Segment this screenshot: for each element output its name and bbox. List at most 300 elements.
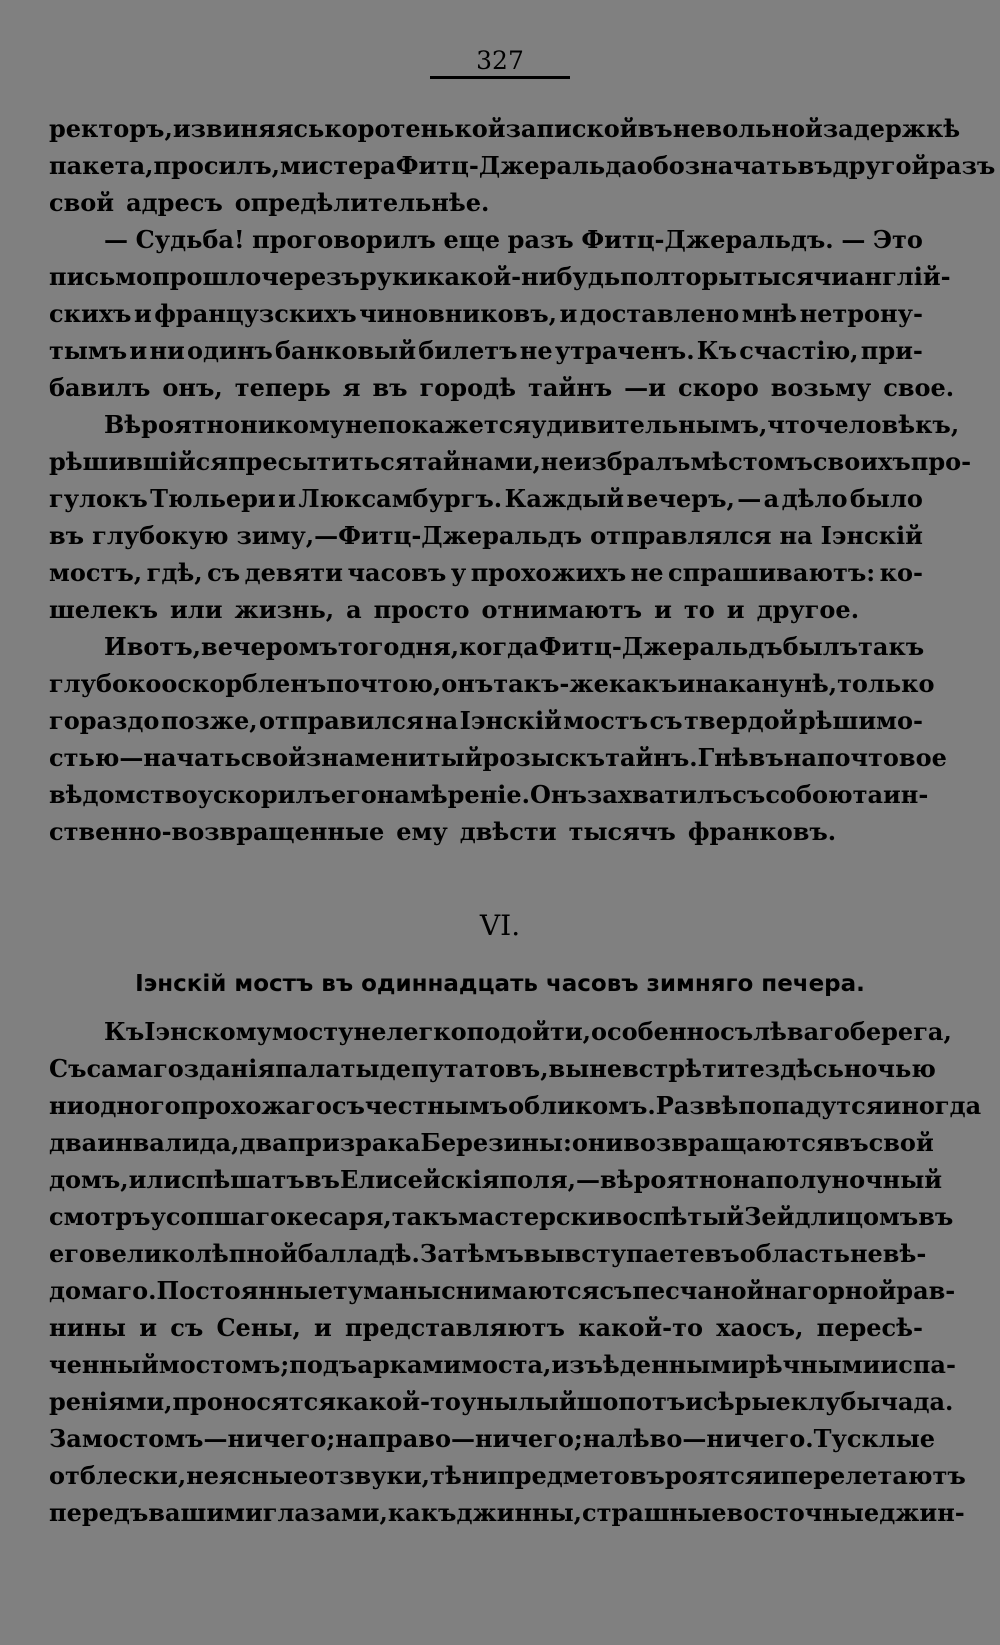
word: Іэнскій	[459, 706, 562, 735]
word: захватилъ	[586, 780, 733, 809]
word: только	[837, 669, 935, 698]
word: скоро	[677, 373, 759, 402]
word: песчаной	[632, 1276, 765, 1305]
word: въ	[797, 151, 833, 180]
word: гулокъ	[49, 484, 148, 513]
word: оскорбленъ	[161, 669, 327, 698]
word: великолѣпной	[94, 1239, 298, 1268]
text-line	[49, 1124, 934, 1161]
word: спрашиваютъ:	[668, 558, 876, 587]
text-line	[49, 480, 923, 517]
word: свое.	[883, 373, 955, 402]
word: никому	[240, 410, 346, 439]
word: другой	[832, 151, 930, 180]
word: попадутся	[738, 1091, 884, 1120]
word: моста,	[461, 1350, 552, 1379]
text-line	[49, 1272, 956, 1309]
word: одного	[84, 1091, 181, 1120]
word: счастію,	[739, 336, 859, 365]
word: пересѣ-	[816, 1313, 923, 1342]
word: испа-	[880, 1350, 956, 1379]
word: хаосъ,	[716, 1313, 804, 1342]
word: черезъ	[261, 262, 360, 291]
word: усопшаго	[150, 1202, 287, 1231]
word: тайнъ	[527, 373, 613, 402]
word: ственно-возвращенные	[49, 817, 385, 846]
word: отблески,	[49, 1461, 187, 1490]
word: билетъ	[418, 336, 518, 365]
word: наканунѣ,	[695, 669, 838, 698]
word: утраченъ.	[554, 336, 695, 365]
word: Елисейскія	[339, 1165, 500, 1194]
word: иногда	[883, 1091, 982, 1120]
word: Вѣроятно	[104, 410, 241, 439]
word: Къ	[104, 1017, 145, 1046]
word: дня,	[399, 632, 460, 661]
word: восточные	[726, 1498, 880, 1527]
word: онъ,	[162, 373, 223, 402]
word: бавилъ	[49, 373, 151, 402]
word: прохожаго	[180, 1091, 332, 1120]
page-number-text: 327	[430, 46, 570, 79]
word: самаго	[86, 1054, 184, 1083]
word: инвалида,	[97, 1128, 240, 1157]
word: а	[763, 484, 780, 513]
word: —вѣроятно	[576, 1165, 733, 1194]
word: мостомъ	[81, 1424, 204, 1453]
word: они	[571, 1128, 624, 1157]
text-line	[49, 1013, 952, 1050]
word: какъ	[608, 669, 678, 698]
word: его	[330, 780, 377, 809]
word: ничего;	[227, 1424, 336, 1453]
word: не	[353, 1017, 387, 1046]
word: французскихъ	[154, 299, 357, 328]
word: поля,	[499, 1165, 577, 1194]
word: мнѣ	[741, 299, 798, 328]
word: и	[726, 595, 745, 624]
word: Тусклые	[813, 1424, 936, 1453]
word: ему	[396, 817, 448, 846]
word: въ	[49, 521, 85, 550]
word: при-	[860, 336, 923, 365]
word: Каждый	[504, 484, 625, 513]
text-line	[49, 1420, 936, 1457]
text-line	[49, 406, 960, 443]
word: письмо	[49, 262, 153, 291]
word: джин-	[879, 1498, 965, 1527]
text-line	[49, 554, 923, 591]
word: клубы	[790, 1387, 881, 1416]
word: англій-	[848, 262, 951, 291]
word: такъ-же	[493, 669, 609, 698]
word: такъ	[858, 632, 925, 661]
word: неясные	[186, 1461, 309, 1490]
word: девяти	[244, 558, 343, 587]
word: невѣ-	[849, 1239, 927, 1268]
word: предметовъ	[497, 1461, 665, 1490]
word: глубоко	[49, 669, 162, 698]
word: мостъ,	[49, 558, 143, 587]
word: налѣво	[582, 1424, 683, 1453]
word: какой-то	[335, 1387, 461, 1416]
word: какой-то	[578, 1313, 703, 1342]
word: нины	[49, 1313, 126, 1342]
word: здѣсь	[764, 1054, 844, 1083]
word: Тюльери	[150, 484, 276, 513]
word: то	[683, 595, 715, 624]
word: реніями,	[49, 1387, 173, 1416]
word: изъѣденными	[551, 1350, 749, 1379]
word: или	[128, 1165, 182, 1194]
word: въ	[637, 114, 673, 143]
word: ничего;	[474, 1424, 583, 1453]
word: прохожихъ	[470, 558, 627, 587]
word: За	[49, 1424, 82, 1453]
word: —и	[624, 373, 666, 402]
word: въ	[833, 1128, 869, 1157]
word: вы	[548, 1054, 590, 1083]
word: собою	[765, 780, 853, 809]
word: и	[133, 299, 152, 328]
word: унылый	[460, 1387, 577, 1416]
word: съ	[732, 780, 766, 809]
word: И	[104, 632, 127, 661]
word: мостомъ;	[158, 1350, 290, 1379]
word: банковый	[275, 336, 417, 365]
word: Фитц-Джеральда	[395, 151, 637, 180]
word: еще	[443, 225, 500, 254]
word: зиму,—Фитц-Джеральдъ	[236, 521, 583, 550]
word: Іэнскій	[820, 521, 923, 550]
word: съ	[649, 706, 683, 735]
word: полторы	[620, 262, 743, 291]
word: невольной	[672, 114, 823, 143]
word: проносятся	[172, 1387, 336, 1416]
text-line	[49, 1050, 936, 1087]
word: теперь	[234, 373, 331, 402]
word: —	[841, 225, 866, 254]
word: на	[425, 706, 459, 735]
word: гдѣ,	[146, 558, 203, 587]
word: въ	[704, 1239, 740, 1268]
word: другое.	[756, 595, 860, 624]
word: вступаете	[564, 1239, 705, 1268]
word: Фитц-Джеральдъ	[538, 632, 783, 661]
word: арками	[357, 1350, 462, 1379]
word: и	[139, 1313, 158, 1342]
word: адресъ	[126, 188, 223, 217]
word: просилъ,	[153, 151, 280, 180]
word: тысячъ	[568, 817, 676, 846]
word: въ	[372, 373, 408, 402]
word: или	[170, 595, 223, 624]
word: а	[346, 595, 362, 624]
word: нетрону-	[799, 299, 923, 328]
word: какъ	[387, 1498, 457, 1527]
word: не	[540, 447, 574, 476]
word: Постоянные	[156, 1276, 333, 1305]
word: пакета,	[49, 151, 154, 180]
word: лѣваго	[753, 1017, 850, 1046]
word: былъ	[782, 632, 859, 661]
word: мостъ	[563, 706, 649, 735]
text-line	[49, 1383, 954, 1420]
word: прошло	[152, 262, 262, 291]
word: область	[739, 1239, 850, 1268]
word: про-	[910, 447, 972, 476]
word: не	[630, 558, 664, 587]
word: и	[762, 1461, 781, 1490]
word: чиновниковъ,	[359, 299, 557, 328]
word: Онъ	[530, 780, 587, 809]
word: обозначать	[636, 151, 798, 180]
word: розыскъ	[482, 743, 606, 772]
word: полуночный	[765, 1165, 943, 1194]
word: вечеръ,	[626, 484, 735, 513]
text-line	[49, 776, 929, 813]
text-line	[49, 739, 947, 776]
word: на	[783, 743, 817, 772]
word: вечеромъ	[201, 632, 338, 661]
page-number	[0, 46, 1000, 79]
word: тайнами,	[412, 447, 541, 476]
word: знаменитый	[305, 743, 483, 772]
word: страшные	[582, 1498, 727, 1527]
word: такъ	[391, 1202, 458, 1231]
word: одинъ	[187, 336, 273, 365]
text-line	[49, 702, 923, 739]
text-line	[49, 1494, 965, 1531]
text-line	[49, 1309, 923, 1346]
word: не	[589, 1054, 623, 1083]
word: гораздо	[49, 706, 160, 735]
word: воспѣтый	[605, 1202, 745, 1231]
text-line	[49, 147, 996, 184]
word: ночью	[843, 1054, 936, 1083]
word: стью—начать	[49, 743, 241, 772]
word: двѣсти	[459, 817, 557, 846]
word: легко	[386, 1017, 467, 1046]
word: онъ	[441, 669, 494, 698]
word: Березины:	[420, 1128, 572, 1157]
word: не	[345, 410, 378, 439]
word: —	[104, 225, 128, 254]
word: избралъ	[573, 447, 691, 476]
word: ни	[49, 1091, 85, 1120]
word: шелекъ	[49, 595, 158, 624]
word: Развѣ	[655, 1091, 739, 1120]
word: перелетаютъ	[780, 1461, 966, 1490]
text-line	[49, 110, 961, 147]
chapter-number: VI.	[479, 909, 521, 942]
chapter-title: Іэнскій мостъ въ одиннадцать часовъ зимняго печера.	[135, 971, 865, 997]
word: отзвуки,	[308, 1461, 430, 1490]
word: жизнь,	[234, 595, 335, 624]
word: Затѣмъ	[419, 1239, 524, 1268]
word: вашими	[148, 1498, 263, 1527]
word: удивительнымъ,	[531, 410, 768, 439]
word: рѣшившійся	[49, 447, 228, 476]
word: ко-	[879, 558, 923, 587]
word: свой	[49, 188, 115, 217]
word: разъ	[507, 225, 574, 254]
text-line	[49, 1198, 954, 1235]
text-line	[49, 369, 955, 406]
word: сѣрые	[703, 1387, 791, 1416]
text-line	[49, 628, 923, 665]
word: разъ	[929, 151, 996, 180]
word: когда	[459, 632, 539, 661]
word: Къ	[696, 336, 738, 365]
word: его	[49, 1239, 95, 1268]
word: съ	[331, 1091, 365, 1120]
word: Судьба!	[135, 225, 245, 254]
word: Сены,	[216, 1313, 301, 1342]
text-line	[49, 517, 923, 554]
word: свой	[868, 1128, 934, 1157]
word: городѣ	[419, 373, 516, 402]
word: Это	[872, 225, 923, 254]
word: съ	[170, 1313, 204, 1342]
word: человѣкъ,	[815, 410, 960, 439]
text-line	[49, 1457, 966, 1494]
word: нагорной	[764, 1276, 897, 1305]
word: мосту	[271, 1017, 354, 1046]
word: отправлялся	[590, 521, 772, 550]
word: мастерски	[457, 1202, 606, 1231]
word: Фитц-Джеральдъ.	[581, 225, 834, 254]
word: домаго.	[49, 1276, 157, 1305]
word: пресытиться	[227, 447, 413, 476]
word: часовъ	[347, 558, 447, 587]
word: въ	[918, 1202, 954, 1231]
word: что	[767, 410, 816, 439]
word: ни	[149, 336, 185, 365]
word: Съ	[49, 1054, 87, 1083]
word: тѣни	[430, 1461, 498, 1490]
word: снимаются	[441, 1276, 600, 1305]
word: и	[278, 484, 296, 513]
word: ничего.	[706, 1424, 814, 1453]
word: глазами,	[262, 1498, 388, 1527]
word: глубокую	[92, 521, 229, 550]
word: опредѣлительнѣе.	[234, 188, 490, 217]
word: рѣчными	[748, 1350, 881, 1379]
word: тымъ	[49, 336, 128, 365]
word: твердой	[684, 706, 798, 735]
word: Люксамбургъ.	[298, 484, 503, 513]
word: и	[129, 336, 148, 365]
text-line	[49, 1087, 982, 1124]
word: —	[203, 1424, 228, 1453]
word: два	[239, 1128, 288, 1157]
word: мѣстомъ	[690, 447, 813, 476]
word: дѣло	[781, 484, 848, 513]
word: запиской	[505, 114, 638, 143]
word: смотръ	[49, 1202, 151, 1231]
word: почтою,	[326, 669, 442, 698]
word: съ	[599, 1276, 633, 1305]
word: кесаря,	[286, 1202, 392, 1231]
word: отправился	[259, 706, 424, 735]
text-block-bottom	[49, 1013, 982, 1531]
text-line	[49, 443, 972, 480]
word: —	[682, 1424, 707, 1453]
word: возвращаются	[623, 1128, 834, 1157]
word: на	[732, 1165, 766, 1194]
text-block-top	[49, 110, 996, 850]
word: джинны,	[456, 1498, 583, 1527]
word: ченный	[49, 1350, 159, 1379]
word: съ	[207, 558, 241, 587]
word: два	[49, 1128, 98, 1157]
word: возьму	[770, 373, 872, 402]
word: вы	[523, 1239, 565, 1268]
word: Гнѣвъ	[697, 743, 784, 772]
word: доставлено	[579, 299, 740, 328]
word: вотъ,	[126, 632, 202, 661]
word: встрѣтите	[622, 1054, 765, 1083]
word: обликомъ.	[508, 1091, 656, 1120]
word: чада.	[880, 1387, 954, 1416]
word: и	[559, 299, 578, 328]
word: палаты	[275, 1054, 380, 1083]
word: проговорилъ	[252, 225, 436, 254]
text-line	[49, 332, 923, 369]
word: берега,	[849, 1017, 952, 1046]
word: —	[737, 484, 762, 513]
word: извиняясь	[172, 114, 325, 143]
word: какой-нибудь	[427, 262, 621, 291]
word: покажется	[377, 410, 532, 439]
word: рав-	[896, 1276, 956, 1305]
word: и	[677, 669, 696, 698]
word: подойти,	[466, 1017, 592, 1046]
word: Зейдлицомъ	[744, 1202, 919, 1231]
word: зданія	[183, 1054, 276, 1083]
word: мистера	[279, 151, 396, 180]
word: того	[337, 632, 400, 661]
text-line	[49, 221, 923, 258]
word: передъ	[49, 1498, 149, 1527]
word: было	[849, 484, 923, 513]
word: ускорилъ	[197, 780, 331, 809]
word: роятся	[664, 1461, 763, 1490]
word: почтовое	[816, 743, 947, 772]
text-line	[49, 1161, 943, 1198]
word: не	[519, 336, 553, 365]
text-line	[49, 1346, 956, 1383]
word: тайнъ.	[605, 743, 698, 772]
word: представляютъ	[345, 1313, 565, 1342]
word: своихъ	[812, 447, 911, 476]
word: спѣшатъ	[181, 1165, 305, 1194]
word: туманы	[332, 1276, 442, 1305]
word: тысячи	[742, 262, 849, 291]
word: отнимаютъ	[481, 595, 643, 624]
word: подъ	[289, 1350, 358, 1379]
word: у	[450, 558, 467, 587]
word: и	[654, 595, 672, 624]
word: призрака	[287, 1128, 421, 1157]
word: скихъ	[49, 299, 132, 328]
text-line	[49, 184, 923, 221]
word: свой	[240, 743, 306, 772]
word: шопотъ	[576, 1387, 686, 1416]
word: коротенькой	[324, 114, 506, 143]
word: —	[450, 1424, 475, 1453]
